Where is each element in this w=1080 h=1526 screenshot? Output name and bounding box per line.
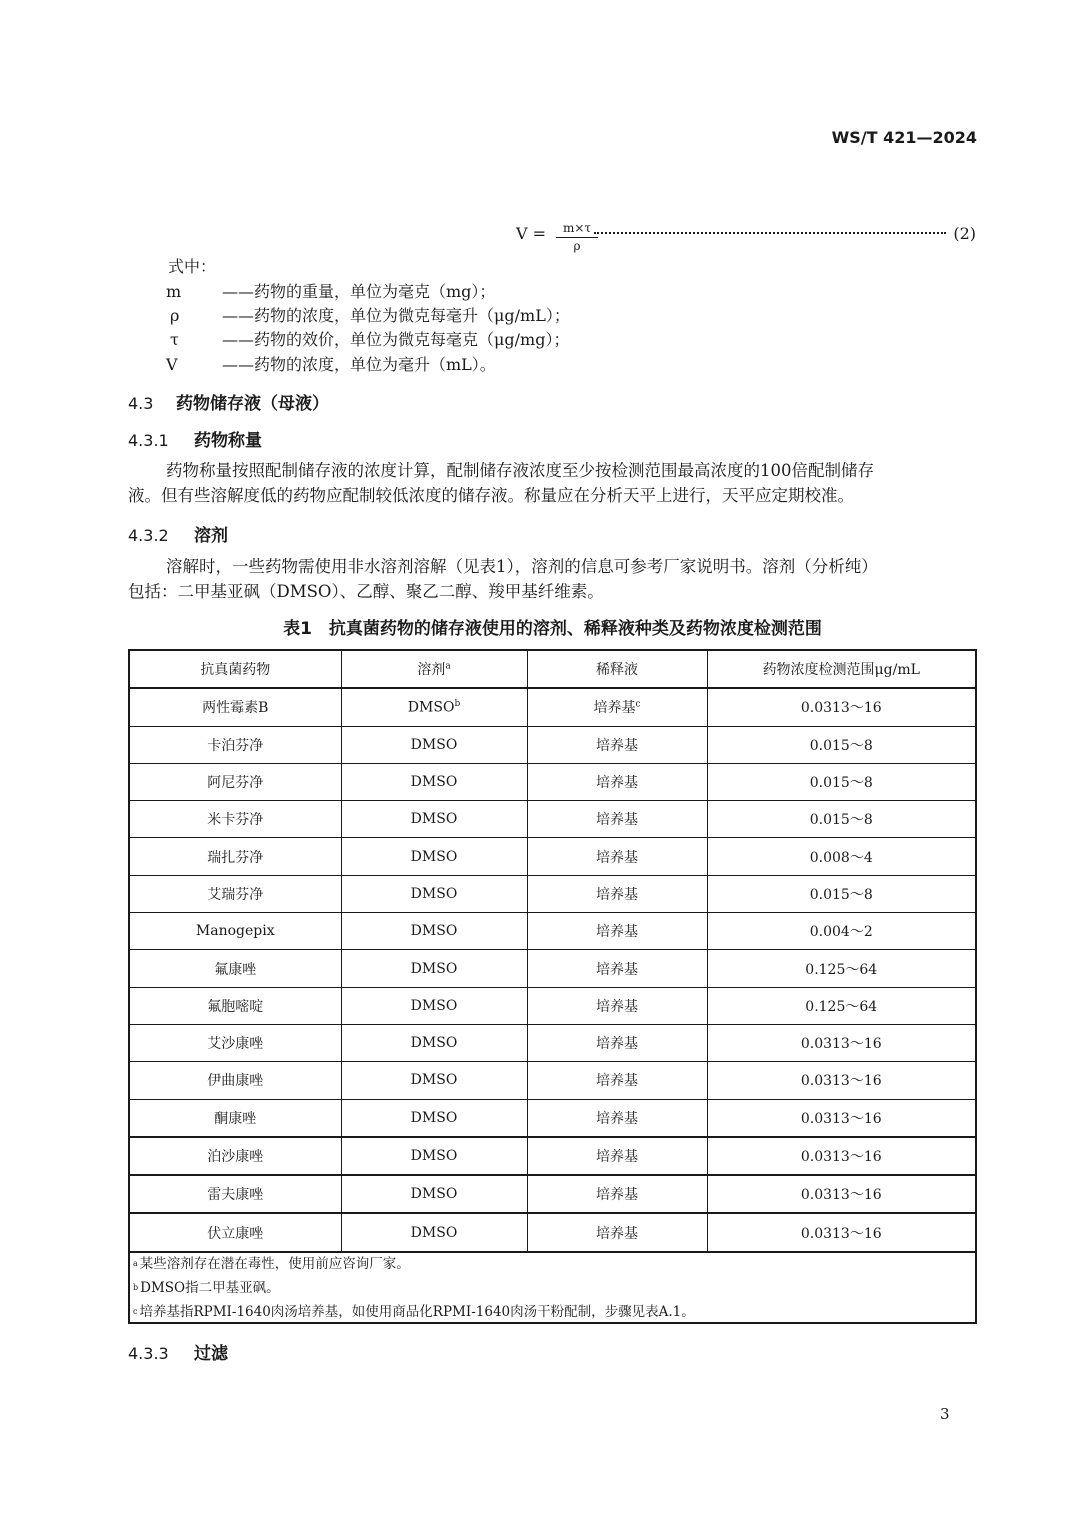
formula-numerator: m×τ — [556, 220, 598, 238]
heading-4-3-2: 4.3.2 溶剂 — [128, 526, 228, 546]
solvent-cell: DMSO — [341, 913, 527, 950]
drug-cell: 卡泊芬净 — [129, 726, 341, 763]
table-row — [129, 838, 976, 875]
formula-2 — [516, 220, 976, 260]
table-row — [129, 1175, 976, 1213]
paragraph-4-3-2: 溶解时，一些药物需使用非水溶剂溶解（见表1），溶剂的信息可参考厂家说明书。溶剂（分析纯） 包括：二甲基亚砜（DMSO）、乙醇、聚乙二醇、羧甲基纤维素。 — [128, 557, 878, 601]
paragraph-4-3-1: 药物称量按照配制储存液的浓度计算，配制储存液浓度至少按检测范围最高浓度的100倍配制储存 液。但有些溶解度低的药物应配制较低浓度的储存液。称量应在分析天平上进行，天平应定期校准。 — [128, 461, 874, 505]
table-row — [129, 913, 976, 950]
solvent-cell: DMSO$^b$ — [341, 688, 527, 726]
solvent-cell: DMSO — [341, 726, 527, 763]
diluent-cell: 培养基$^c$ — [527, 688, 707, 726]
table-row — [129, 763, 976, 800]
drug-cell: 艾沙康唑 — [129, 1024, 341, 1061]
diluent-cell: 培养基 — [527, 875, 707, 912]
diluent-cell: 培养基 — [527, 950, 707, 987]
range-cell: 0.004～2 — [707, 913, 976, 950]
solvent-cell: DMSO — [341, 1137, 527, 1175]
header-drug: 抗真菌药物 — [129, 650, 341, 688]
formula-leader-dots — [594, 232, 946, 234]
solvent-cell: DMSO — [341, 875, 527, 912]
diluent-cell: 培养基 — [527, 1137, 707, 1175]
drug-cell: 两性霉素B — [129, 688, 341, 726]
where-label: 式中： — [168, 257, 217, 276]
solvent-cell: DMSO — [341, 987, 527, 1024]
diluent-cell: 培养基 — [527, 1062, 707, 1099]
diluent-cell: 培养基 — [527, 801, 707, 838]
header-diluent: 稀释液 — [527, 650, 707, 688]
heading-4-3: 4.3 药物储存液（母液） — [128, 394, 329, 414]
range-cell: 0.0313～16 — [707, 1024, 976, 1061]
standard-code: WS/T 421—2024 — [831, 128, 977, 147]
range-cell: 0.008～4 — [707, 838, 976, 875]
table-row — [129, 950, 976, 987]
table-row — [129, 987, 976, 1024]
variable-m: m ——药物的重量，单位为毫克（mg）； — [166, 282, 496, 301]
variable-v: V ——药物的浓度，单位为毫升（mL）。 — [166, 355, 496, 374]
header-solvent: 溶剂$^a$ — [341, 650, 527, 688]
range-cell: 0.0313～16 — [707, 1099, 976, 1137]
solvent-cell: DMSO — [341, 838, 527, 875]
table-row — [129, 1213, 976, 1251]
drug-cell: 米卡芬净 — [129, 801, 341, 838]
formula-fraction — [556, 220, 598, 254]
table-row — [129, 1062, 976, 1099]
solvent-cell: DMSO — [341, 763, 527, 800]
drug-cell: 伏立康唑 — [129, 1213, 341, 1251]
diluent-cell: 培养基 — [527, 1175, 707, 1213]
solvent-cell: DMSO — [341, 1175, 527, 1213]
table-row — [129, 875, 976, 912]
range-cell: 0.015～8 — [707, 763, 976, 800]
table-row — [129, 1099, 976, 1137]
equation-number: (2) — [953, 224, 976, 243]
table-note: $^a$ 某些溶剂存在潜在毒性，使用前应咨询厂家。 — [133, 1256, 410, 1272]
range-cell: 0.125～64 — [707, 950, 976, 987]
table-row — [129, 801, 976, 838]
solvent-cell: DMSO — [341, 1213, 527, 1251]
page-number: 3 — [940, 1405, 950, 1423]
drug-cell: 雷夫康唑 — [129, 1175, 341, 1213]
solvent-cell: DMSO — [341, 950, 527, 987]
drug-cell: 氟胞嘧啶 — [129, 987, 341, 1024]
range-cell: 0.0313～16 — [707, 1213, 976, 1251]
diluent-cell: 培养基 — [527, 763, 707, 800]
solvent-cell: DMSO — [341, 1024, 527, 1061]
diluent-cell: 培养基 — [527, 913, 707, 950]
range-cell: 0.0313～16 — [707, 1137, 976, 1175]
range-cell: 0.015～8 — [707, 726, 976, 763]
solvent-cell: DMSO — [341, 1099, 527, 1137]
drug-cell: 氟康唑 — [129, 950, 341, 987]
solvent-cell: DMSO — [341, 801, 527, 838]
drug-cell: 阿尼芬净 — [129, 763, 341, 800]
range-cell: 0.0313～16 — [707, 688, 976, 726]
drug-cell: 瑞扎芬净 — [129, 838, 341, 875]
formula-denominator: ρ — [573, 239, 581, 253]
range-cell: 0.015～8 — [707, 801, 976, 838]
table-row — [129, 726, 976, 763]
table-row — [129, 688, 976, 726]
antifungal-drug-table — [128, 649, 977, 1253]
drug-cell: 酮康唑 — [129, 1099, 341, 1137]
heading-4-3-1: 4.3.1 药物称量 — [128, 431, 262, 451]
range-cell: 0.015～8 — [707, 875, 976, 912]
table-row — [129, 1024, 976, 1061]
heading-4-3-3: 4.3.3 过滤 — [128, 1344, 228, 1364]
table-row — [129, 1137, 976, 1175]
diluent-cell: 培养基 — [527, 1024, 707, 1061]
header-range: 药物浓度检测范围μg/mL — [707, 650, 976, 688]
range-cell: 0.0313～16 — [707, 1062, 976, 1099]
variable-rho: ρ ——药物的浓度，单位为微克每毫升（μg/mL）； — [170, 306, 570, 325]
drug-cell: Manogepix — [129, 913, 341, 950]
diluent-cell: 培养基 — [527, 838, 707, 875]
diluent-cell: 培养基 — [527, 1099, 707, 1137]
drug-cell: 伊曲康唑 — [129, 1062, 341, 1099]
variable-tau: τ ——药物的效价，单位为微克每毫克（μg/mg）； — [170, 330, 570, 349]
range-cell: 0.125～64 — [707, 987, 976, 1024]
drug-cell: 泊沙康唑 — [129, 1137, 341, 1175]
table-note: $^c$ 培养基指RPMI-1640肉汤培养基，如使用商品化RPMI-1640肉汤干粉配制，步骤见表A.1。 — [133, 1304, 695, 1320]
drug-cell: 艾瑞芬净 — [129, 875, 341, 912]
table-caption: 表1 抗真菌药物的储存液使用的溶剂、稀释液种类及药物浓度检测范围 — [283, 619, 822, 639]
range-cell: 0.0313～16 — [707, 1175, 976, 1213]
solvent-cell: DMSO — [341, 1062, 527, 1099]
diluent-cell: 培养基 — [527, 987, 707, 1024]
table-header-row — [129, 650, 976, 688]
table-note: $^b$ DMSO指二甲基亚砜。 — [133, 1280, 280, 1296]
diluent-cell: 培养基 — [527, 1213, 707, 1251]
table-notes — [128, 1250, 977, 1324]
diluent-cell: 培养基 — [527, 726, 707, 763]
formula-lhs: V = — [516, 224, 547, 243]
